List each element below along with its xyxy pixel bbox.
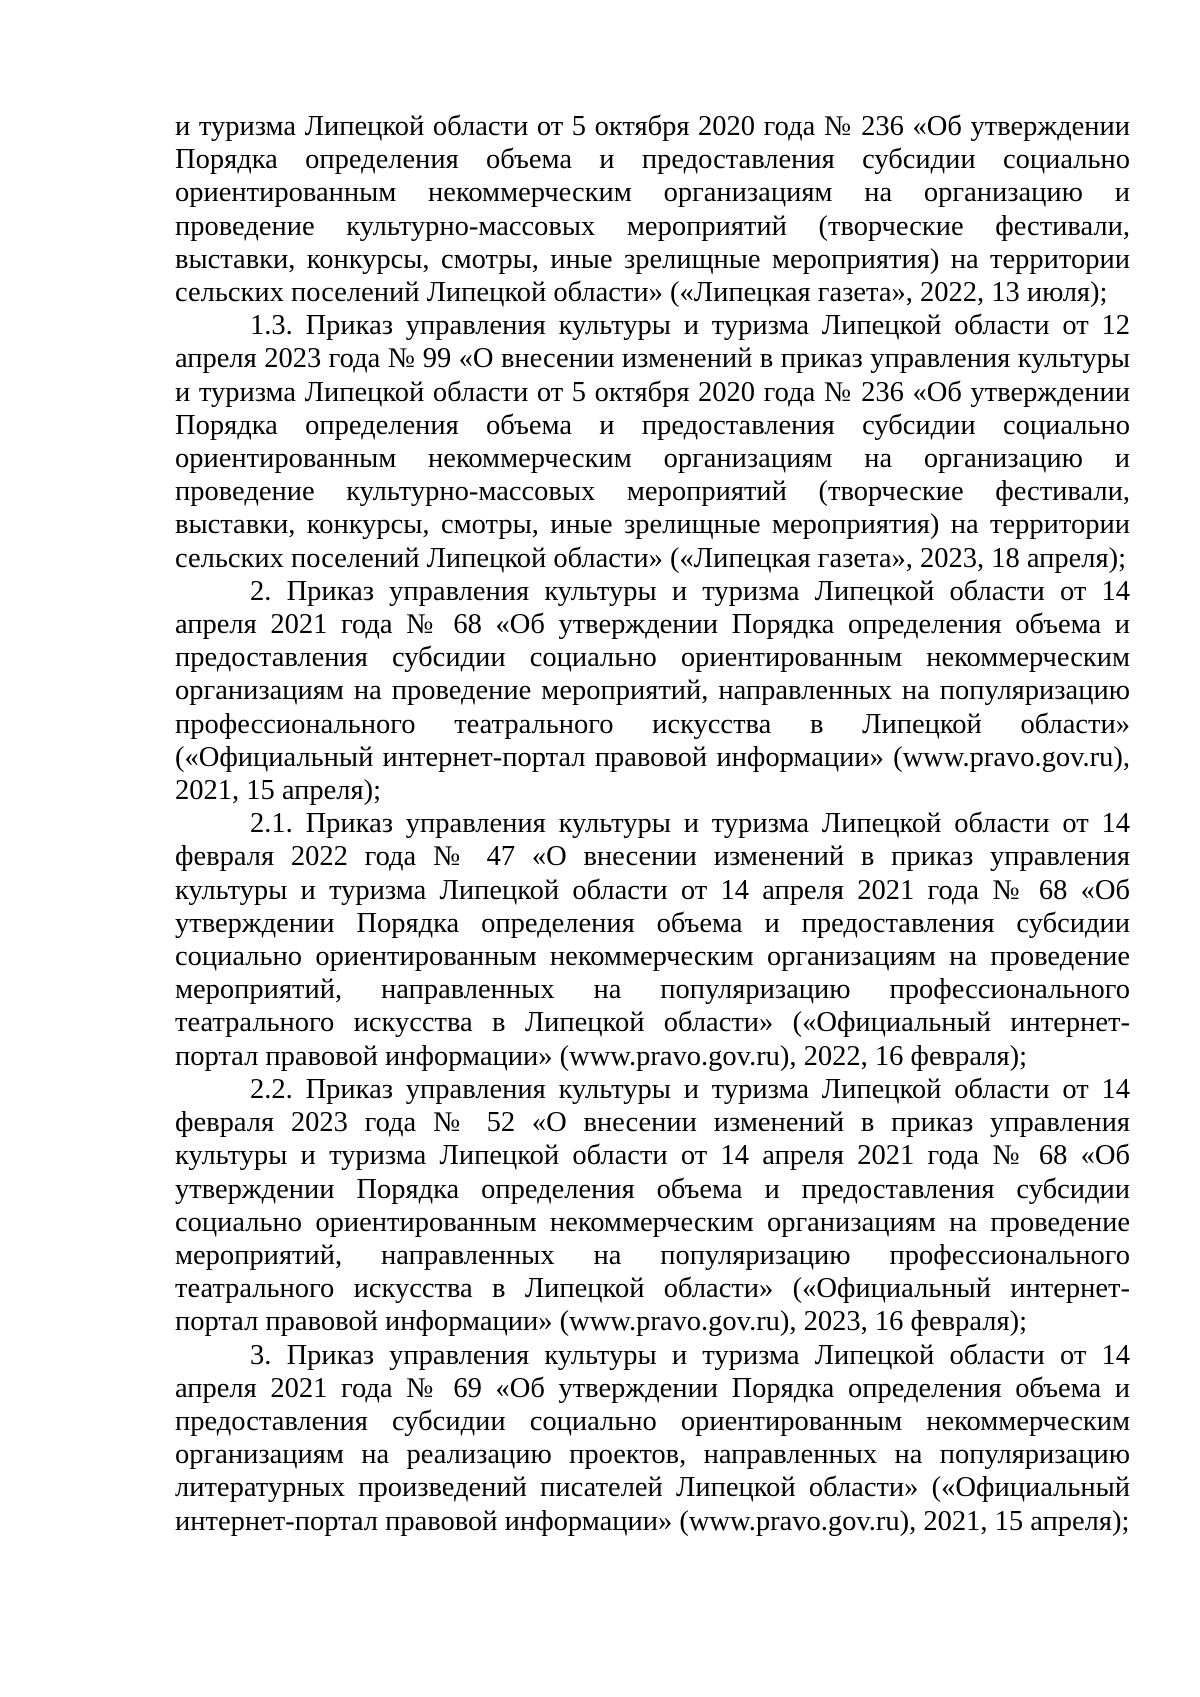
paragraph-item-2-2: 2.2. Приказ управления культуры и туризма Липецкой области от 14 февраля 2023 года № 52 «О внесении изменений в приказ управления культуры и туризма Липецкой области от 14 апреля 2021 года № 68 «Об утверждении Порядка определения объема и предоставления субсидии социально ориентированным некоммерческим организациям на проведение мероприятий, направленных на популяризацию профессионального театрального искусства в Липецкой области» («Официальный интернет-портал правовой информации» (www.pravo.gov.ru), 2023, 16 февраля); <box>175 1073 1130 1338</box>
paragraph-continuation: и туризма Липецкой области от 5 октября 2020 года № 236 «Об утверждении Порядка определения объема и предоставления субсидии социально ориентированным некоммерческим организациям на организацию и проведение культурно-массовых мероприятий (творческие фестивали, выставки, конкурсы, смотры, иные зрелищные мероприятия) на территории сельских поселений Липецкой области» («Липецкая газета», 2022, 13 июля); <box>175 111 1130 309</box>
paragraph-item-3: 3. Приказ управления культуры и туризма Липецкой области от 14 апреля 2021 года № 69 «Об утверждении Порядка определения объема и предоставления субсидии социально ориентированным некоммерческим организациям на реализацию проектов, направленных на популяризацию литературных произведений писателей Липецкой области» («Официальный интернет-портал правовой информации» (www.pravo.gov.ru), 2021, 15 апреля); <box>175 1339 1130 1537</box>
paragraph-item-1-3: 1.3. Приказ управления культуры и туризма Липецкой области от 12 апреля 2023 года № 99 «О внесении изменений в приказ управления культуры и туризма Липецкой области от 5 октября 2020 года № 236 «Об утверждении Порядка определения объема и предоставления субсидии социально ориентированным некоммерческим организациям на организацию и проведение культурно-массовых мероприятий (творческие фестивали, выставки, конкурсы, смотры, иные зрелищные мероприятия) на территории сельских поселений Липецкой области» («Липецкая газета», 2023, 18 апреля); <box>175 310 1130 574</box>
paragraph-item-2-1: 2.1. Приказ управления культуры и туризма Липецкой области от 14 февраля 2022 года № 47 «О внесении изменений в приказ управления культуры и туризма Липецкой области от 14 апреля 2021 года № 68 «Об утверждении Порядка определения объема и предоставления субсидии социально ориентированным некоммерческим организациям на проведение мероприятий, направленных на популяризацию профессионального театрального искусства в Липецкой области» («Официальный интернет-портал правовой информации» (www.pravo.gov.ru), 2022, 16 февраля); <box>175 808 1130 1072</box>
paragraph-item-2: 2. Приказ управления культуры и туризма Липецкой области от 14 апреля 2021 года № 68 «Об утверждении Порядка определения объема и предоставления субсидии социально ориентированным некоммерческим организациям на проведение мероприятий, направленных на популяризацию профессионального театрального искусства в Липецкой области» («Официальный интернет-портал правовой информации» (www.pravo.gov.ru), 2021, 15 апреля); <box>175 575 1130 807</box>
document-page <box>175 110 1130 1538</box>
